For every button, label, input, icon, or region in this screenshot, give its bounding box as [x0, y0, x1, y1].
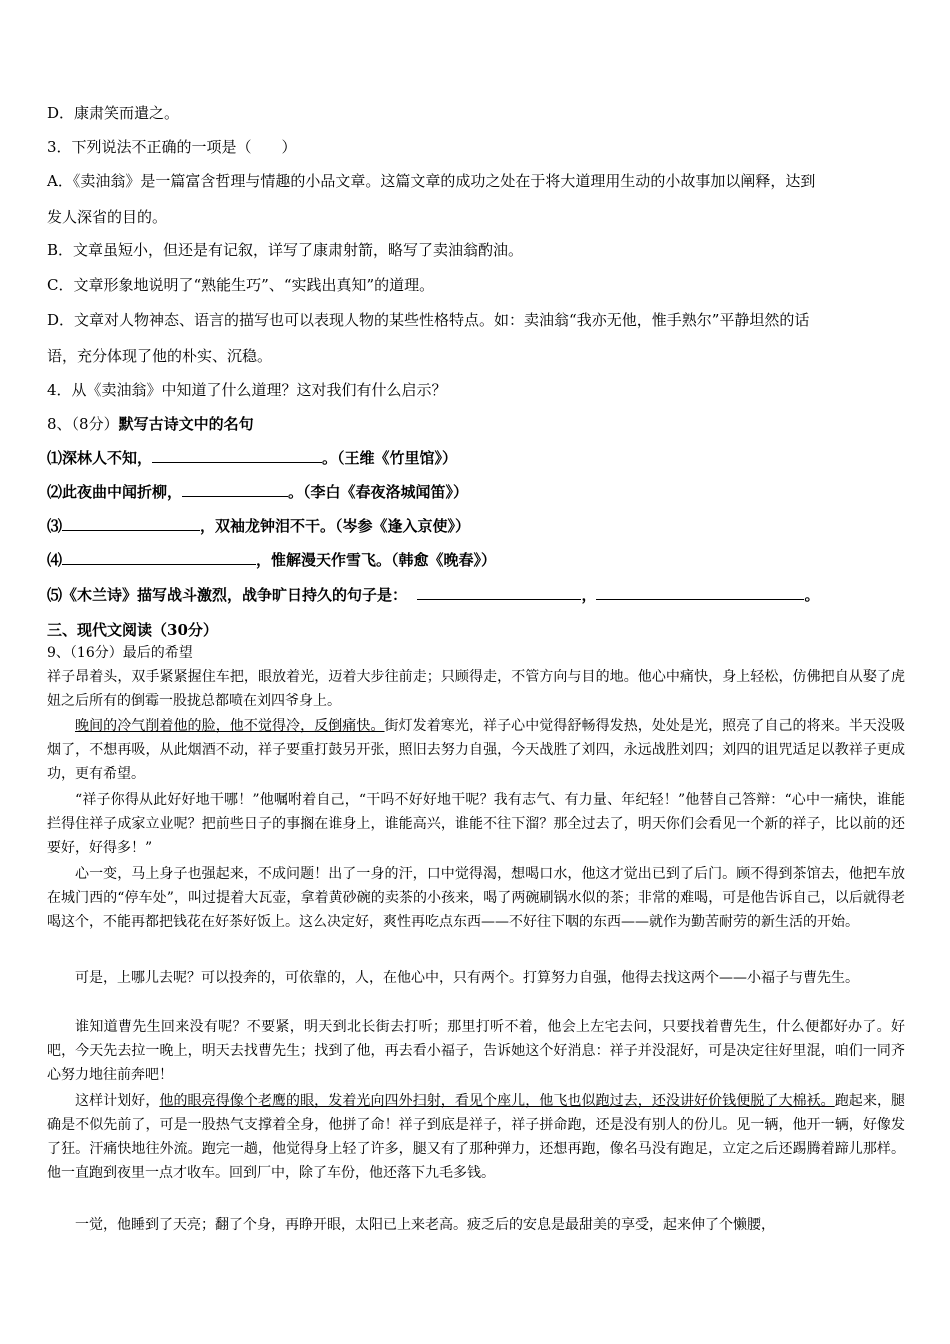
- q9-header: 9、（16分）最后的希望: [47, 645, 193, 661]
- q8-item-4-text: ⑷: [47, 551, 63, 569]
- q3-option-c: C．文章形象地说明了“熟能生巧”、“实践出真知”的道理。: [47, 276, 435, 294]
- q8-item-2: [47, 482, 468, 502]
- passage-paragraph-7: [47, 1089, 905, 1185]
- section-heading: 三、现代文阅读（30分）: [47, 621, 218, 639]
- passage-paragraph-1: 祥子昂着头，双手紧紧握住车把，眼放着光，迈着大步往前走；只顾得走，不管方向与目的地。他心中痛快，身上轻松，仿佛把自从娶了虎妞之后所有的倒霉一股拢总都喷在刘四爷身上。: [47, 669, 905, 709]
- q8-item-5-text: ⑸《木兰诗》描写战斗激烈，战争旷日持久的句子是：: [47, 586, 408, 604]
- q8-item-1-text: ⑴深林人不知，: [47, 449, 153, 467]
- q8-item-4: [47, 550, 496, 570]
- passage-paragraph-2: [47, 714, 905, 786]
- answer-blank[interactable]: [596, 585, 804, 600]
- answer-blank[interactable]: [62, 516, 200, 531]
- q8-item-5: [47, 585, 820, 605]
- passage-paragraph-5: 可是，上哪儿去呢？可以投奔的，可依靠的，人，在他心中，只有两个。打算努力自强，他得去找这两个——小福子与曹先生。: [75, 970, 859, 986]
- underlined-sentence: 晚间的冷气削着他的脸，他不觉得冷，反倒痛快。: [75, 718, 385, 734]
- passage-paragraph-7-start: 这样计划好，: [75, 1093, 160, 1109]
- q8-item-1: [47, 448, 457, 468]
- q3-option-d: D．文章对人物神态、语言的描写也可以表现人物的某些性格特点。如：卖油翁“我亦无他，惟手熟尔”平静坦然的话: [47, 311, 810, 329]
- q3-option-a-cont: 发人深省的目的。: [47, 208, 168, 226]
- q8-number: 8、: [47, 415, 72, 433]
- q8-item-5-sep: ，: [581, 586, 597, 604]
- q8-item-4-source: ，惟解漫天作雪飞。（韩愈《晚春》）: [256, 551, 497, 569]
- passage-paragraph-7-text: 跑起来，腿确是不似先前了，可是一股热气支撑着全身，他拼了命！祥子到底是祥子，祥子拼命跑，还是没有别人的份儿。见一辆，他开一辆，好像发了狂。汗痛快地往外流。跑完一趟，他觉得身上轻了许多，腿又有了那种弹力，还想再跑，像名马没有跑足，立定之后还踢腾着蹄儿那样。他一直跑到夜里一点才收车。回到厂中，除了车份，他还落下九毛多钱。: [47, 1093, 906, 1181]
- q8-item-3-source: ，双袖龙钟泪不干。（岑参《逢入京使》）: [200, 517, 471, 535]
- answer-blank[interactable]: [182, 482, 288, 497]
- passage-paragraph-8: 一觉，他睡到了天亮；翻了个身，再睁开眼，太阳已上来老高。疲乏后的安息是最甜美的享受，起来伸了个懒腰，: [75, 1217, 775, 1233]
- q8-item-2-text: ⑵此夜曲中闻折柳，: [47, 483, 183, 501]
- passage-paragraph-3: “祥子你得从此好好地干哪！”他嘱咐着自己，“干吗不好好地干呢？我有志气、有力量、年纪轻！”他替自己答辩：“心中一痛快，谁能拦得住祥子成家立业呢？把前些日子的事搁在谁身上，谁能高兴，谁能不往下溜？那全过去了，明天你们会看见一个新的祥子，比以前的还要好，好得多！”: [47, 792, 905, 856]
- passage-paragraph-4: 心一变，马上身子也强起来，不成问题！出了一身的汗，口中觉得渴，想喝口水，他这才觉出已到了后门。顾不得到茶馆去，他把车放在城门西的“停车处”，叫过提着大瓦壶，拿着黄砂碗的卖茶的小孩来，喝了两碗刷锅水似的茶；非常的难喝，可是他告诉自己，以后就得老喝这个，不能再都把钱花在好茶好饭上。这么决定好，爽性再吃点东西——不好往下咽的东西——就作为勤苦耐劳的新生活的开始。: [47, 866, 905, 930]
- q3-option-b: B．文章虽短小，但还是有记叙，详写了康肃射箭，略写了卖油翁酌油。: [47, 241, 524, 259]
- underlined-sentence: 他的眼亮得像个老鹰的眼，发着光向四外扫射，看见个座儿，他飞也似跑过去，还没讲好价钱便脱了大棉袄。: [159, 1093, 835, 1109]
- q3-option-d-cont: 语，充分体现了他的朴实、沉稳。: [47, 347, 273, 365]
- q8-item-2-source: 。（李白《春夜洛城闻笛》）: [288, 483, 469, 501]
- q8-item-5-end: 。: [804, 586, 820, 604]
- q3-option-a: A．《卖油翁》是一篇富含哲理与情趣的小品文章。这篇文章的成功之处在于将大道理用生动的小故事加以阐释，达到: [47, 172, 816, 190]
- q8-score: （8分）: [71, 415, 119, 433]
- q2-option-d: D．康肃笑而遣之。: [47, 104, 180, 122]
- passage-paragraph-2-text: 街灯发着寒光，祥子心中觉得舒畅得发热，处处是光，照亮了自己的将来。半天没吸烟了，不想再吸，从此烟酒不动，祥子要重打鼓另开张，照旧去努力自强，今天战胜了刘四，永远战胜刘四；刘四的诅咒适足以教祥子更成功，更有希望。: [47, 718, 906, 782]
- q8-item-3-text: ⑶: [47, 517, 63, 535]
- answer-blank[interactable]: [417, 585, 581, 600]
- q4-stem: 4．从《卖油翁》中知道了什么道理？这对我们有什么启示？: [47, 381, 447, 399]
- passage-paragraph-6: 谁知道曹先生回来没有呢？不要紧，明天到北长街去打听；那里打听不着，他会上左宅去问，只要找着曹先生，什么便都好办了。好吧，今天先去拉一晚上，明天去找曹先生；找到了他，再去看小福子，告诉她这个好消息：祥子并没混好，可是决定往好里混，咱们一同齐心努力地往前奔吧！: [47, 1019, 905, 1083]
- q8-item-1-source: 。（王维《竹里馆》）: [322, 449, 458, 467]
- q8-item-3: [47, 516, 470, 536]
- q8-title: 默写古诗文中的名句: [118, 415, 254, 433]
- q8-header: [47, 414, 254, 434]
- answer-blank[interactable]: [62, 550, 256, 565]
- answer-blank[interactable]: [152, 448, 322, 463]
- q3-stem: 3．下列说法不正确的一项是（ ）: [47, 138, 297, 156]
